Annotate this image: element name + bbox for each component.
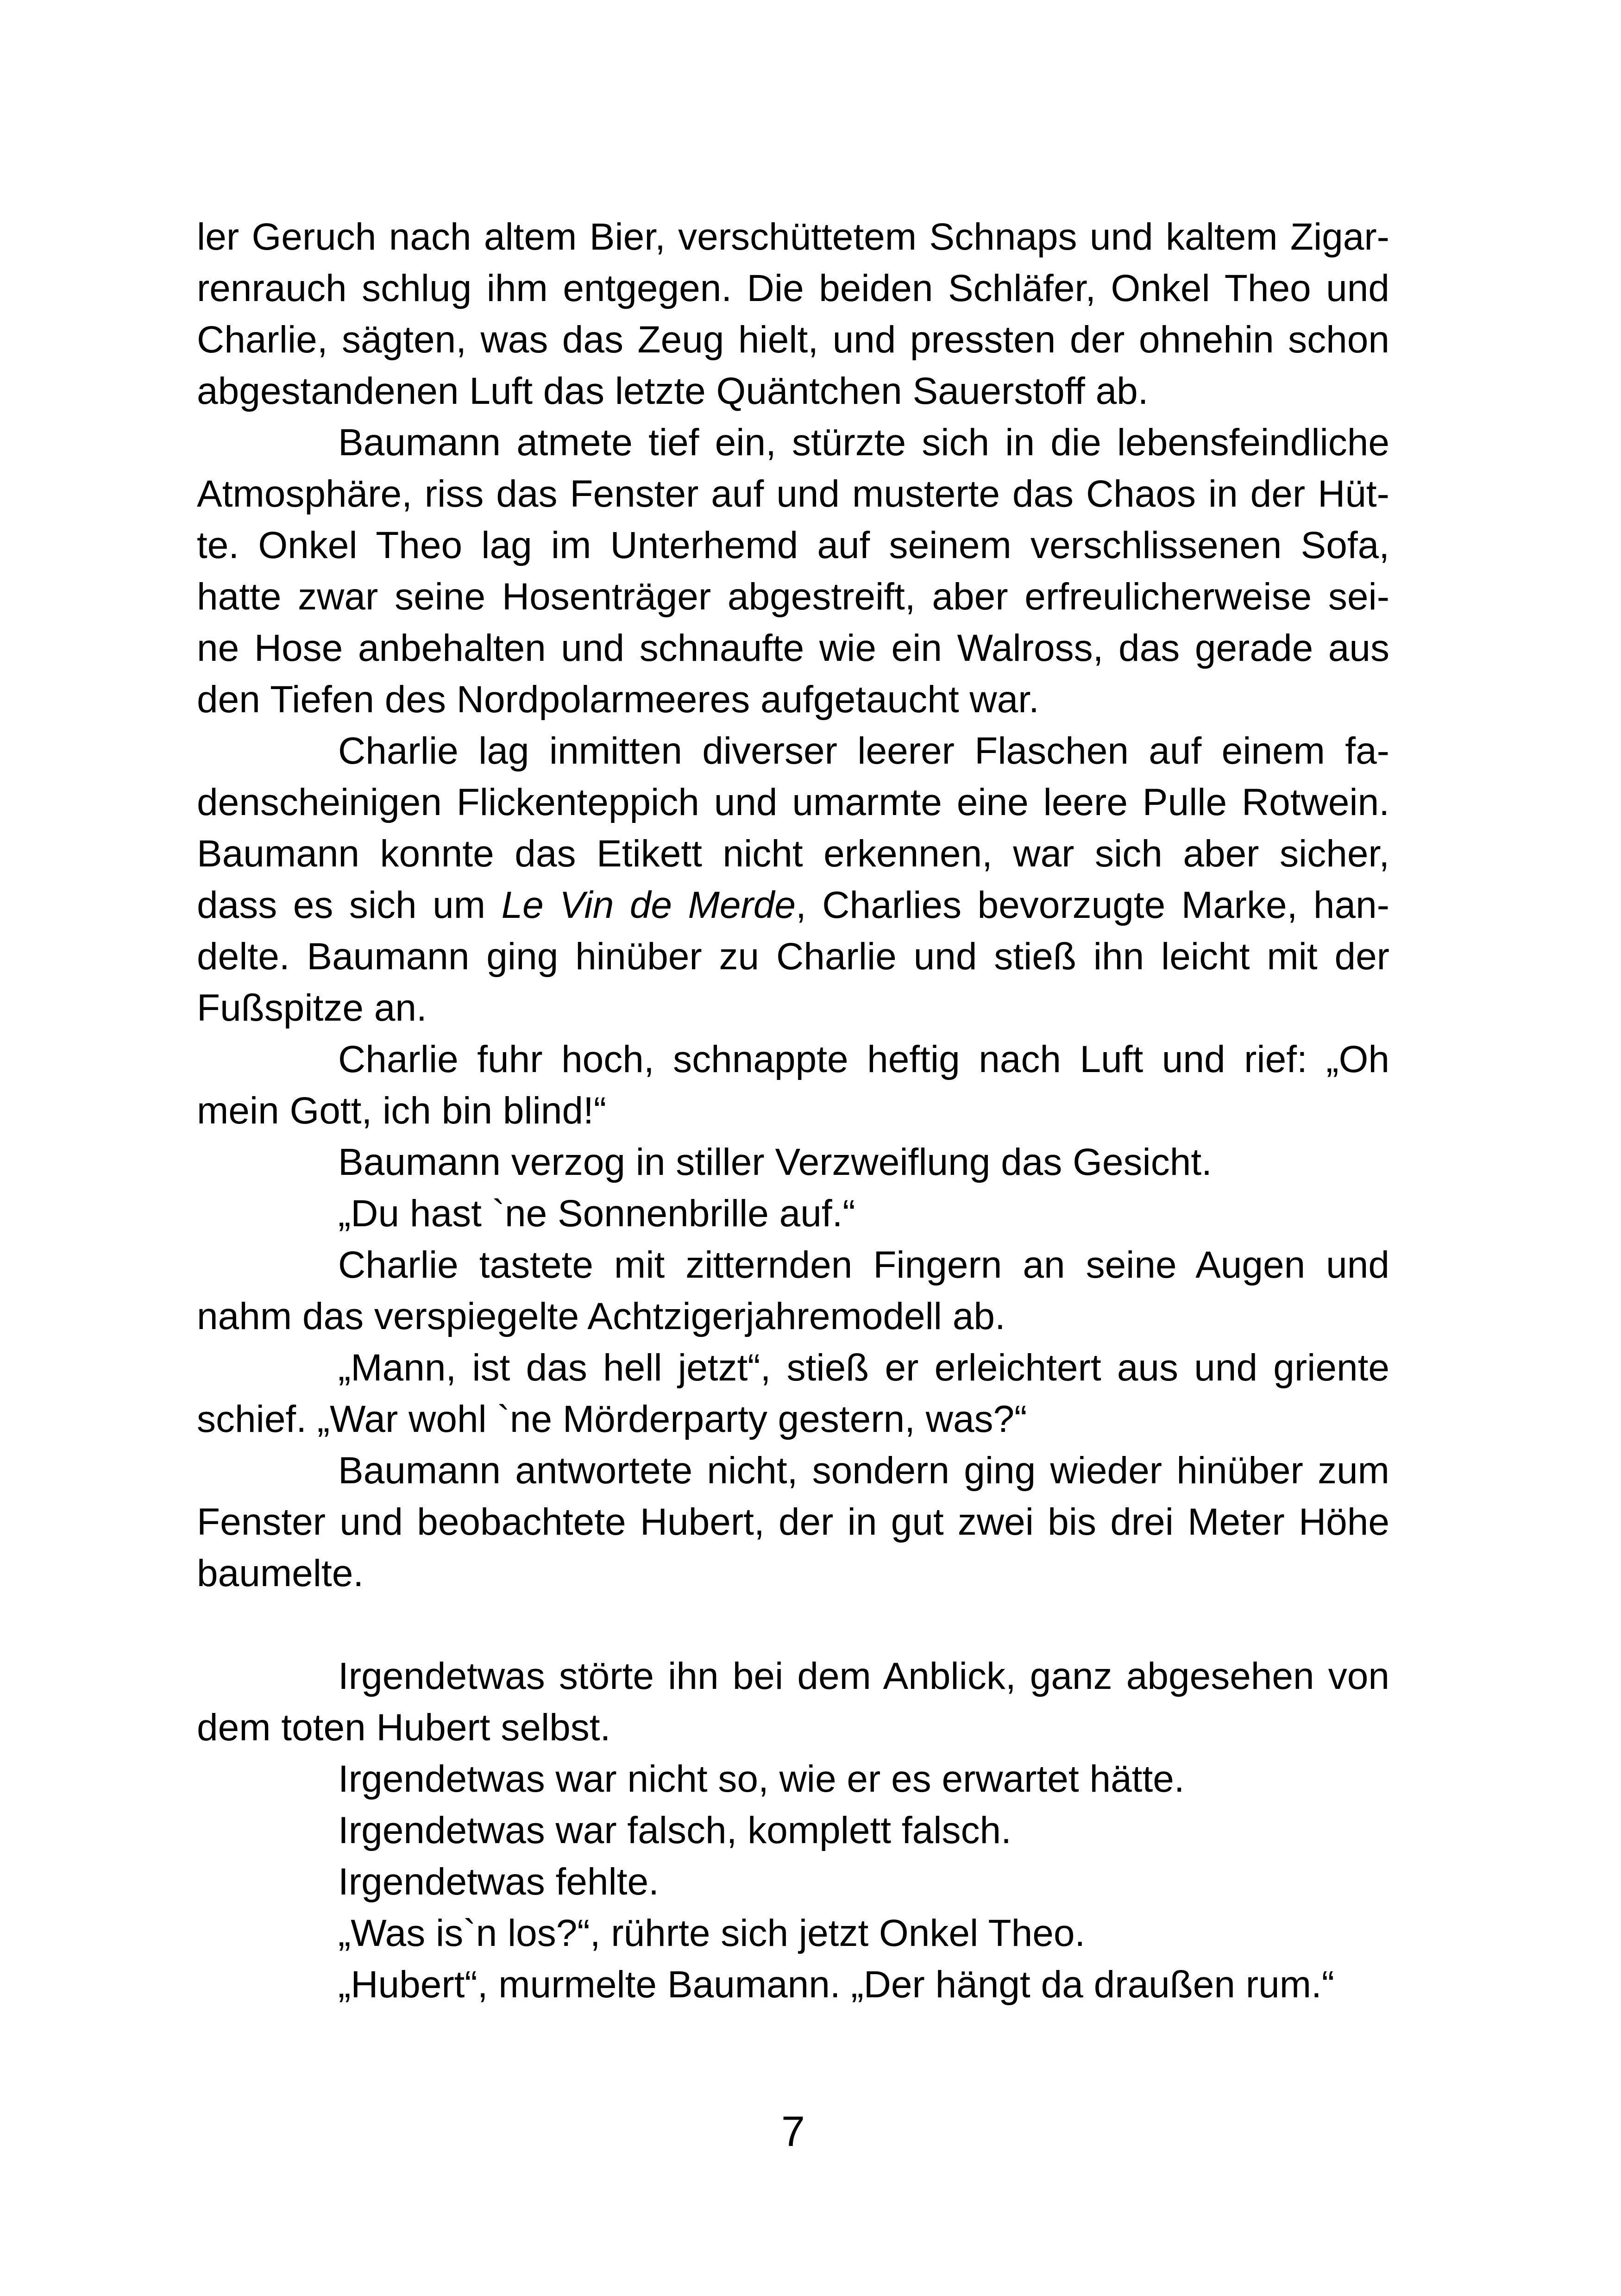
text-line: Baumann verzog in stiller Verzweiflung das Gesicht. (338, 1141, 1212, 1183)
text-segment: dass es sich um (197, 884, 502, 926)
text-line: Irgendetwas störte ihn bei dem Anblick, ganz abgesehen von (338, 1655, 1389, 1697)
text-line: Baumann antwortete nicht, sondern ging wieder hinüber zum (338, 1449, 1389, 1492)
text-line: dem toten Hubert selbst. (197, 1706, 611, 1749)
text-line: „Du hast `ne Sonnenbrille auf.“ (338, 1192, 855, 1235)
text-line: Charlie fuhr hoch, schnappte heftig nach Luft und rief: „Oh (338, 1038, 1389, 1080)
text-line: te. Onkel Theo lag im Unterhemd auf seinem verschlissenen Sofa, (197, 524, 1389, 566)
text-line (197, 879, 1389, 931)
page-number: 7 (781, 2108, 805, 2155)
italic-text: Le Vin de Merde (501, 884, 796, 926)
text-line: delte. Baumann ging hinüber zu Charlie und stieß ihn leicht mit der (197, 935, 1389, 978)
text-line: mein Gott, ich bin blind!“ (197, 1090, 607, 1132)
text-line: denscheinigen Flickenteppich und umarmte eine leere Pulle Rotwein. (197, 781, 1389, 823)
text-line: schief. „War wohl `ne Mörderparty gestern, was?“ (197, 1398, 1027, 1440)
text-line: renrauch schlug ihm entgegen. Die beiden Schläfer, Onkel Theo und (197, 267, 1389, 309)
text-line: Irgendetwas war falsch, komplett falsch. (338, 1809, 1012, 1851)
text-line: „Hubert“, murmelte Baumann. „Der hängt da draußen rum.“ (338, 1964, 1335, 2006)
text-line: Charlie lag inmitten diverser leerer Flaschen auf einem fa- (338, 730, 1389, 772)
text-line: den Tiefen des Nordpolarmeeres aufgetaucht war. (197, 678, 1039, 721)
text-line: ne Hose anbehalten und schnaufte wie ein Walross, das gerade aus (197, 627, 1389, 669)
text-line: Atmosphäre, riss das Fenster auf und musterte das Chaos in der Hüt- (197, 473, 1389, 515)
text-line: „Mann, ist das hell jetzt“, stieß er erleichtert aus und griente (338, 1347, 1389, 1389)
text-line: „Was is`n los?“, rührte sich jetzt Onkel Theo. (338, 1912, 1086, 1954)
text-line: hatte zwar seine Hosenträger abgestreift, aber erfreulicherweise sei- (197, 576, 1389, 618)
text-line: Fenster und beobachtete Hubert, der in gut zwei bis drei Meter Höhe (197, 1501, 1389, 1543)
text-line: Charlie tastete mit zitternden Fingern an seine Augen und (338, 1244, 1389, 1286)
text-line: abgestandenen Luft das letzte Quäntchen Sauerstoff ab. (197, 370, 1149, 412)
blank-line (197, 1599, 1389, 1650)
text-line: Irgendetwas war nicht so, wie er es erwartet hätte. (338, 1758, 1185, 1800)
text-block (197, 211, 1389, 2010)
text-line: Baumann atmete tief ein, stürzte sich in die lebensfeindliche (338, 421, 1389, 464)
text-line: baumelte. (197, 1552, 364, 1594)
text-line: Irgendetwas fehlte. (338, 1861, 659, 1903)
text-line: Baumann konnte das Etikett nicht erkennen, war sich aber sicher, (197, 833, 1389, 875)
text-line: nahm das verspiegelte Achtzigerjahremodell ab. (197, 1295, 1005, 1337)
text-line: ler Geruch nach altem Bier, verschüttetem Schnaps und kaltem Zigar- (197, 216, 1389, 258)
text-segment: , Charlies bevorzugte Marke, han- (795, 884, 1390, 926)
text-line: Fußspitze an. (197, 987, 427, 1029)
text-line: Charlie, sägten, was das Zeug hielt, und pressten der ohnehin schon (197, 319, 1389, 361)
